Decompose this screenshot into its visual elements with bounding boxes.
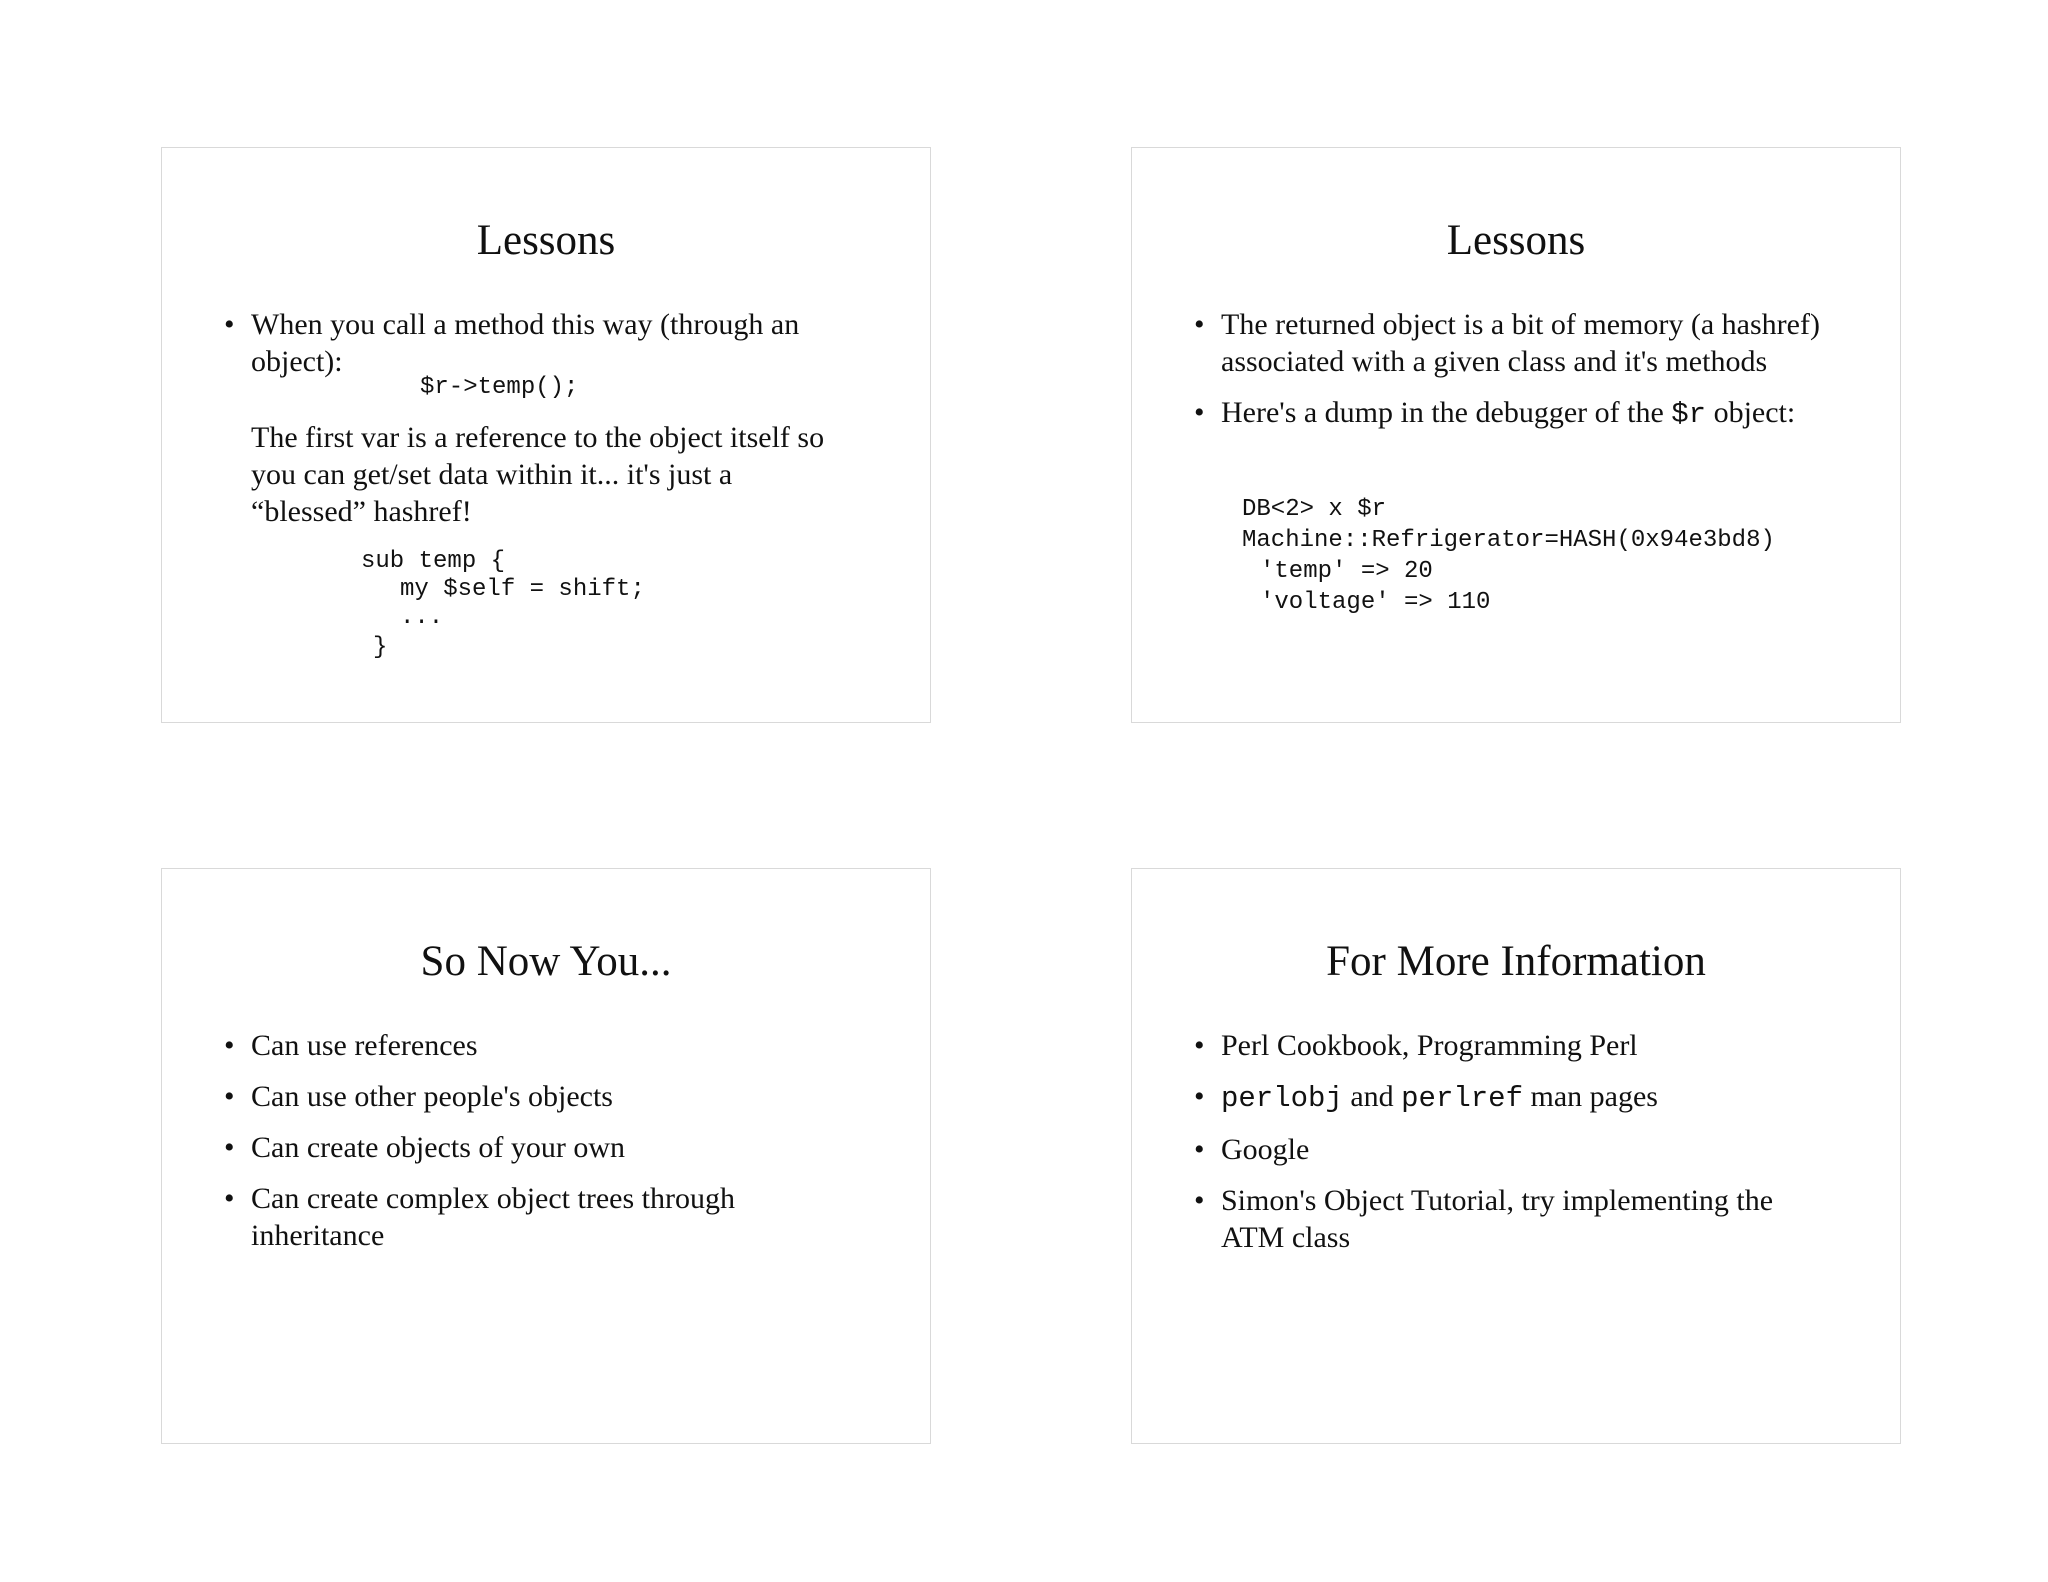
bullet-text-line: ATM class (1221, 1221, 1351, 1254)
code-line: sub temp { (361, 548, 506, 575)
code-line: ... (400, 604, 444, 631)
bullet-icon: • (1194, 1184, 1205, 1217)
bullet-text-line: object): (251, 345, 343, 378)
bullet-icon: • (1194, 308, 1205, 341)
list-item (1194, 306, 1860, 380)
list-item (224, 1180, 890, 1254)
bullet-text-line: Can create complex object trees through (251, 1182, 735, 1215)
list-item (1194, 1027, 1860, 1064)
list-item (1194, 1182, 1860, 1256)
bullet-icon: • (1194, 1133, 1205, 1166)
inline-code: $r (1671, 398, 1707, 431)
bullet-text: Can use references (251, 1029, 478, 1062)
explanation-paragraph (251, 419, 824, 530)
list-item (224, 306, 890, 380)
bullet-text: Can create objects of your own (251, 1131, 626, 1164)
slide-title: Lessons (1446, 217, 1586, 264)
bullet-list (1194, 306, 1860, 447)
bullet-text: man pages (1530, 1080, 1658, 1113)
bullet-text-line: When you call a method this way (through an (251, 308, 800, 341)
slide-title: So Now You... (420, 938, 672, 985)
bullet-text: Can use other people's objects (251, 1080, 613, 1113)
bullet-text: Google (1221, 1133, 1310, 1166)
bullet-icon: • (224, 1080, 235, 1113)
bullet-text: and (1350, 1080, 1394, 1113)
bullet-text: Perl Cookbook, Programming Perl (1221, 1029, 1638, 1062)
bullet-icon: • (1194, 1029, 1205, 1062)
slide-title: Lessons (476, 217, 616, 264)
list-item (1194, 1078, 1860, 1117)
bullet-list (1194, 1027, 1860, 1270)
bullet-icon: • (224, 1131, 235, 1164)
code-line: my $self = shift; (400, 576, 645, 603)
debugger-dump-line: DB<2> x $r (1242, 496, 1387, 523)
bullet-icon: • (1194, 1080, 1205, 1113)
debugger-dump-line: 'temp' => 20 (1260, 558, 1433, 585)
slide-lessons-methods (161, 147, 931, 723)
slide-title: For More Information (1326, 938, 1706, 985)
slide-so-now-you (161, 868, 931, 1444)
paragraph-line: you can get/set data within it... it's just a (251, 458, 733, 491)
list-item (224, 1027, 890, 1064)
paragraph-line: The first var is a reference to the object itself so (251, 421, 825, 454)
bullet-text-line: associated with a given class and it's methods (1221, 345, 1768, 378)
bullet-text-line: The returned object is a bit of memory (a hashref) (1221, 308, 1820, 341)
method-call-code: $r->temp(); (420, 374, 579, 401)
bullet-icon: • (224, 1182, 235, 1215)
debugger-dump-line: Machine::Refrigerator=HASH(0x94e3bd8) (1242, 527, 1775, 554)
paragraph-line: “blessed” hashref! (251, 495, 472, 528)
list-item (224, 1129, 890, 1166)
inline-code-perlobj: perlobj (1221, 1082, 1343, 1115)
bullet-icon: • (224, 1029, 235, 1062)
slide-more-information (1131, 868, 1901, 1444)
code-line: } (373, 634, 388, 661)
bullet-text: object: (1713, 396, 1796, 429)
bullet-icon: • (224, 308, 235, 341)
inline-code-perlref: perlref (1401, 1082, 1523, 1115)
slide-lessons-object-dump (1131, 147, 1901, 723)
bullet-text-line: inheritance (251, 1219, 385, 1252)
debugger-dump-line: 'voltage' => 110 (1260, 589, 1491, 616)
bullet-text-line: Simon's Object Tutorial, try implementing the (1221, 1184, 1774, 1217)
list-item (1194, 394, 1860, 433)
bullet-list (224, 1027, 890, 1268)
list-item (1194, 1131, 1860, 1168)
bullet-icon: • (1194, 396, 1205, 429)
list-item (224, 1078, 890, 1115)
bullet-text: Here's a dump in the debugger of the (1221, 396, 1664, 429)
